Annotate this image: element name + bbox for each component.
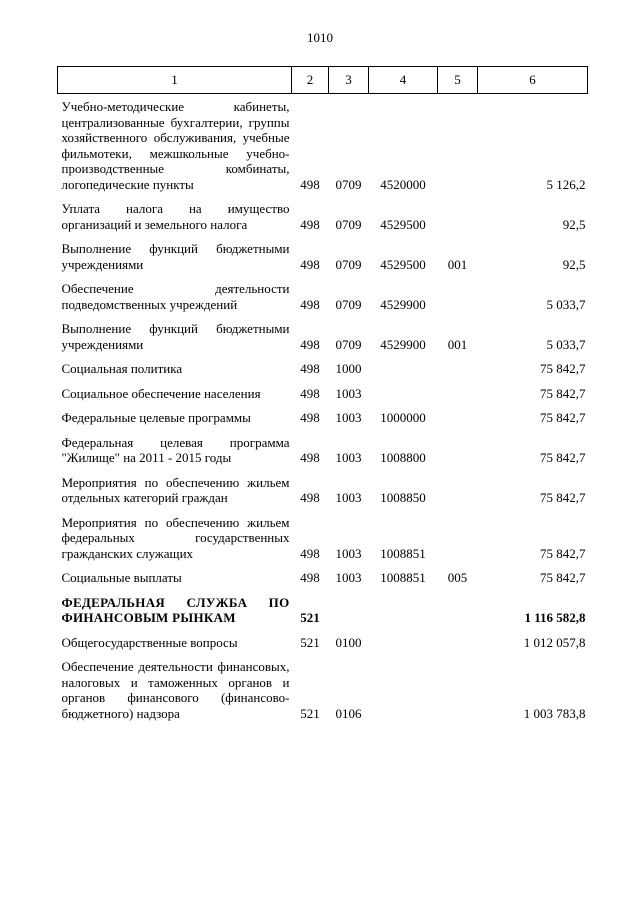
row-chapter-code: 498 [300, 385, 320, 401]
row-section-code: 1003 [335, 385, 362, 401]
row-section-code: 0709 [335, 336, 362, 352]
column-header-5: 5 [438, 67, 478, 94]
row-name: Обеспечение деятельности финансовых, налоговых и таможенных органов и органов финансового (финансово-бюджетного) надзора [61, 659, 290, 721]
row-name: Выполнение функций бюджетными учреждениями [61, 321, 290, 352]
budget-table [57, 66, 588, 725]
row-chapter-code: 521 [300, 705, 320, 721]
row-expense-type [438, 510, 478, 566]
row-section-code: 1003 [335, 545, 362, 561]
row-amount: 1 116 582,8 [524, 610, 586, 625]
row-expense-type: 001 [447, 336, 468, 352]
row-target-article [369, 630, 438, 655]
row-expense-type: 005 [447, 570, 468, 585]
table-row [58, 316, 588, 356]
table-row [58, 654, 588, 725]
row-amount: 5 033,7 [546, 336, 586, 352]
row-chapter-code: 498 [300, 296, 320, 312]
row-section-code: 0100 [335, 634, 362, 650]
row-amount: 75 842,7 [540, 570, 586, 585]
row-amount: 1 003 783,8 [523, 705, 586, 721]
row-name: Социальные выплаты [61, 570, 182, 585]
row-target-article [369, 356, 438, 381]
table-header-row [58, 67, 588, 94]
row-target-article: 4529900 [380, 296, 426, 312]
page-number: 1010 [307, 30, 333, 45]
row-chapter-code: 498 [300, 450, 320, 465]
row-expense-type [438, 405, 478, 430]
row-chapter-code: 498 [300, 545, 320, 561]
table-row [58, 590, 588, 630]
row-expense-type [438, 470, 478, 510]
row-section-code: 1003 [335, 570, 362, 585]
row-name: Обеспечение деятельности подведомственных учреждений [61, 281, 290, 312]
table-row [58, 94, 588, 197]
table-body [58, 94, 588, 726]
row-name: Социальное обеспечение населения [61, 385, 261, 401]
table-row [58, 565, 588, 590]
column-header-1: 1 [58, 67, 292, 94]
row-chapter-code: 521 [300, 634, 320, 650]
table-row [58, 630, 588, 655]
row-section-code: 0709 [335, 176, 362, 192]
row-expense-type [438, 94, 478, 197]
row-name: Федеральные целевые программы [61, 410, 251, 425]
row-section-code: 1003 [335, 450, 362, 465]
column-header-6: 6 [478, 67, 588, 94]
row-name: Мероприятия по обеспечению жильем отдельных категорий граждан [61, 474, 290, 505]
row-amount: 5 126,2 [546, 176, 586, 192]
row-chapter-code: 521 [300, 610, 320, 625]
row-chapter-code: 498 [300, 216, 320, 232]
row-expense-type [438, 276, 478, 316]
row-name: Социальная политика [61, 361, 183, 376]
row-name: ФЕДЕРАЛЬНАЯ СЛУЖБА ПО ФИНАНСОВЫМ РЫНКАМ [61, 594, 290, 625]
column-header-3: 3 [329, 67, 369, 94]
row-target-article [369, 654, 438, 725]
row-expense-type [438, 654, 478, 725]
row-chapter-code: 498 [300, 361, 320, 376]
row-amount: 75 842,7 [540, 385, 586, 401]
row-expense-type [438, 381, 478, 406]
table-row [58, 510, 588, 566]
table-row [58, 276, 588, 316]
row-expense-type: 001 [447, 256, 468, 272]
row-chapter-code: 498 [300, 336, 320, 352]
row-name: Выполнение функций бюджетными учреждениями [61, 241, 290, 272]
row-name: Федеральная целевая программа "Жилище" на 2011 - 2015 годы [61, 434, 290, 465]
row-amount: 75 842,7 [540, 450, 586, 465]
row-chapter-code: 498 [300, 176, 320, 192]
row-section-code: 0106 [335, 705, 362, 721]
table-row [58, 356, 588, 381]
row-expense-type [438, 196, 478, 236]
row-target-article: 1000000 [380, 410, 426, 425]
row-name: Уплата налога на имущество организаций и земельного налога [61, 201, 290, 232]
table-row [58, 430, 588, 470]
row-chapter-code: 498 [300, 490, 320, 505]
row-section-code: 0709 [335, 256, 362, 272]
row-expense-type [438, 630, 478, 655]
table-row [58, 196, 588, 236]
row-target-article: 4529900 [380, 336, 426, 352]
table-row [58, 405, 588, 430]
row-name: Мероприятия по обеспечению жильем федеральных государственных гражданских служащих [61, 514, 290, 561]
row-section-code: 0709 [335, 296, 362, 312]
row-expense-type [438, 590, 478, 630]
row-name: Общегосударственные вопросы [61, 634, 238, 650]
row-target-article: 4529500 [380, 256, 426, 272]
row-chapter-code: 498 [300, 256, 320, 272]
row-amount: 92,5 [562, 256, 586, 272]
row-chapter-code: 498 [300, 570, 320, 585]
table-row [58, 236, 588, 276]
column-header-4: 4 [369, 67, 438, 94]
row-target-article: 4520000 [380, 176, 426, 192]
row-amount: 1 012 057,8 [523, 634, 586, 650]
table-row [58, 381, 588, 406]
row-section-code: 1003 [335, 490, 362, 505]
row-name: Учебно-методические кабинеты, централизованные бухгалтерии, группы хозяйственного обслуживания, учебные фильмотеки, межшкольные учебно-производственные комбинаты, логопедические пункты [61, 99, 290, 192]
row-amount: 75 842,7 [540, 490, 586, 505]
column-header-2: 2 [292, 67, 329, 94]
table-row [58, 470, 588, 510]
row-section-code: 1003 [335, 410, 362, 425]
row-expense-type [438, 356, 478, 381]
row-amount: 5 033,7 [546, 296, 586, 312]
row-amount: 75 842,7 [540, 410, 586, 425]
row-section-code: 1000 [335, 361, 362, 376]
row-target-article: 1008850 [380, 490, 426, 505]
row-target-article: 1008800 [380, 450, 426, 465]
row-section-code: 0709 [335, 216, 362, 232]
row-amount: 75 842,7 [540, 545, 586, 561]
row-target-article: 4529500 [380, 216, 426, 232]
row-target-article: 1008851 [380, 545, 426, 561]
row-amount: 92,5 [562, 216, 586, 232]
row-target-article: 1008851 [380, 570, 426, 585]
row-target-article [369, 381, 438, 406]
row-amount: 75 842,7 [540, 361, 586, 376]
row-section-code [329, 590, 369, 630]
row-target-article [369, 590, 438, 630]
row-expense-type [438, 430, 478, 470]
row-chapter-code: 498 [300, 410, 320, 425]
